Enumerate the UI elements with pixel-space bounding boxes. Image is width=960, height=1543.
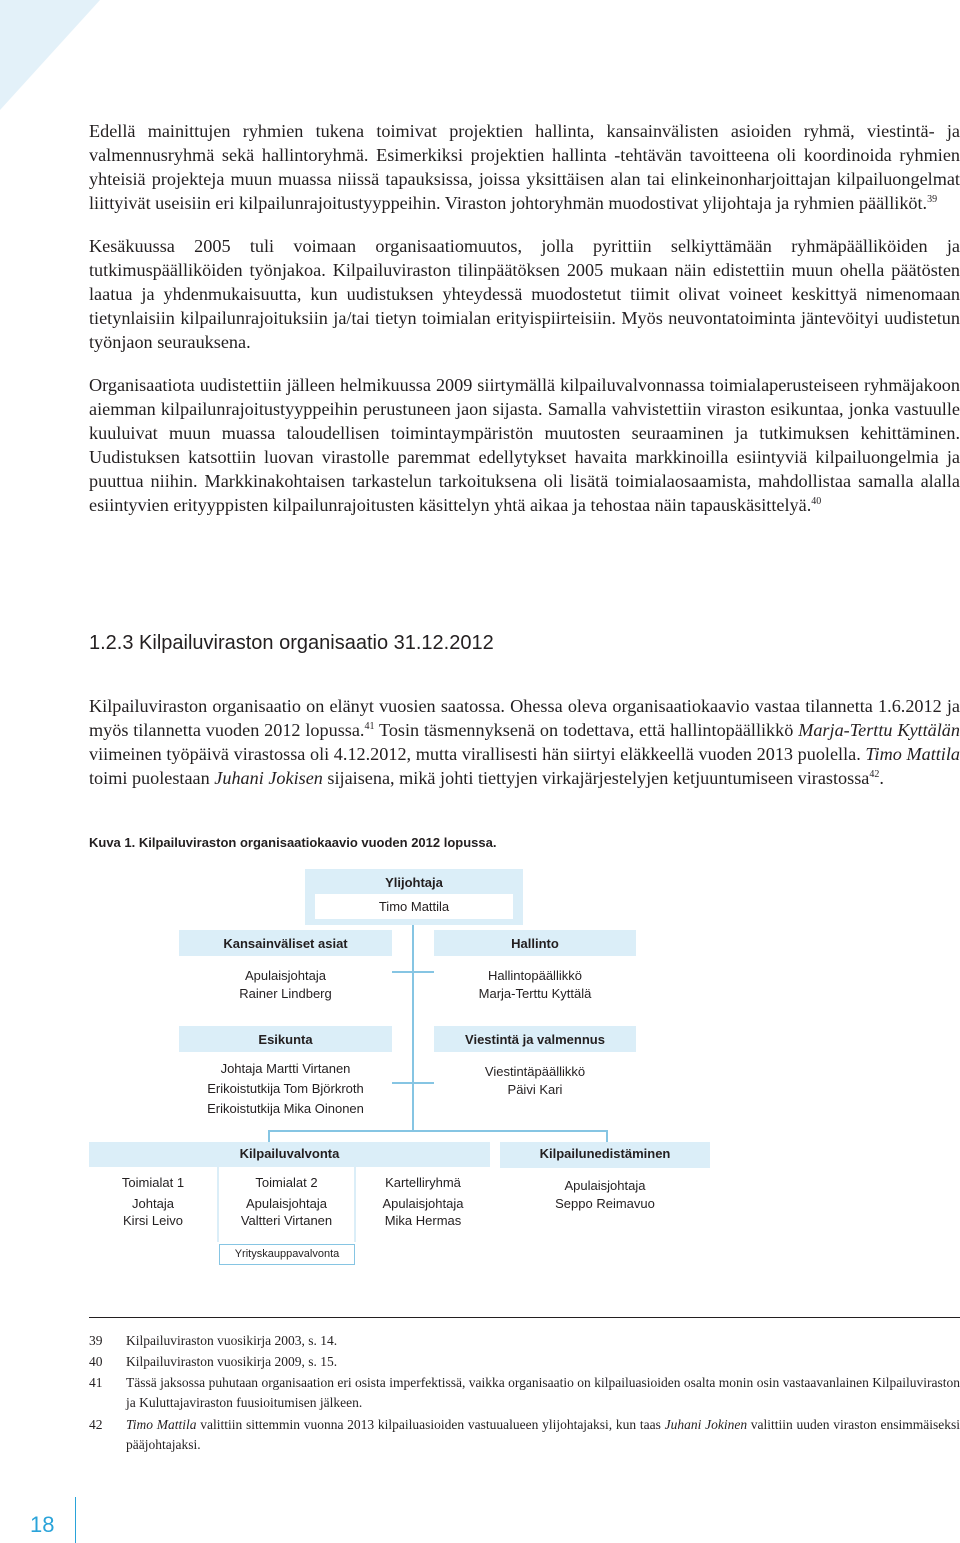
org-title: Esikunta [258, 1032, 313, 1047]
org-line: Valtteri Virtanen [240, 1213, 333, 1228]
footnote-rule [89, 1317, 960, 1318]
org-title: Kilpailunedistäminen [539, 1146, 671, 1161]
org-unit-cartel [356, 1167, 490, 1242]
org-box-international [179, 930, 392, 1015]
section-heading: 1.2.3 Kilpailuviraston organisaatio 31.12.2012 [89, 632, 494, 654]
org-line: Mika Hermas [384, 1213, 462, 1228]
figure-caption: Kuva 1. Kilpailuviraston organisaatiokaavio vuoden 2012 lopussa. [89, 835, 497, 850]
org-title: Kilpailuvalvonta [239, 1146, 340, 1161]
connector [392, 1082, 434, 1084]
org-line: Kirsi Leivo [123, 1213, 183, 1228]
connector [606, 1130, 608, 1142]
footnote-40: 40 Kilpailuviraston vuosikirja 2009, s. 15. [89, 1354, 338, 1369]
org-line: Päivi Kari [507, 1082, 563, 1097]
org-title: Kartelliryhmä [385, 1175, 461, 1190]
org-line: Apulaisjohtaja [564, 1178, 646, 1193]
org-line: Marja-Terttu Kyttälä [478, 986, 592, 1001]
org-box-staff [179, 1026, 392, 1124]
footnote-41: 41 Tässä jaksossa puhutaan organisaation eri osista imperfektissä, vaikka organisaatio on kilpailuasioiden osalta monin osin vastaavanlainen Kilpailuviraston ja Kuluttajaviraston fuusioitumisen jälkeen. [89, 1375, 960, 1410]
paragraph-3: Organisaatiota uudistettiin jälleen helmikuussa 2009 siirtymällä kilpailuvalvonnassa toimialaperusteiseen ryhmäjakoon aiemman kilpailunrajoitustyyppeihin perustuneen jaon sijasta. Samalla vahvistettiin viraston esikuntaa, jonka vastuulle kuuluivat muun muassa taloudellisen toimintaympäristön muutosten seuraaminen ja tutkimuksen kehittäminen. Uudistuksen katsottiin luovan virastolle paremmat edellytykset havaita markkinoilla esiintyviä kilpailuongelmia ja puuttua niihin. Markkinakohtaisen tarkastelun tarkoituksena oli lisätä toimialaosaamista, mahdollistaa samalla alalla esiintyvien erityyppisten kilpailunrajoitusten käsittelyn yhtä aikaa ja tehostaa näin tapauskäsittelyä.$^{40}$ [89, 375, 960, 515]
org-title: Toimialat 2 [255, 1175, 318, 1190]
connector [268, 1130, 608, 1132]
org-line: Apulaisjohtaja [382, 1196, 464, 1211]
org-unit-sector-1 [89, 1167, 217, 1242]
paragraph-2: Kesäkuussa 2005 tuli voimaan organisaatiomuutos, jolla pyrittiin selkiyttämään ryhmäpäälliköiden ja tutkimuspäälliköiden työnjakoa. Kilpailuviraston tilinpäätöksen 2005 mukaan näin edistettiin muun ohella päätösten laatua ja yhdenmukaisuutta, kun uudistuksen yhteydessä muodostetut tiimit olivat voineet keskittyä nimenomaan tietynlaisiin kilpailunrajoituksiin ja/tai tietyn toimialan erityispiirteisiin. Myös neuvontatoiminta jäntevöityi uudistetun työnjaon seurauksena. [89, 236, 960, 352]
org-title: Ylijohtaja [385, 875, 443, 890]
corner-decoration [0, 0, 110, 120]
connector [412, 925, 414, 1130]
org-line: Erikoistutkija Mika Oinonen [207, 1101, 364, 1116]
paragraph-1: Edellä mainittujen ryhmien tukena toimivat projektien hallinta, kansainvälisten asioiden ryhmä, viestintä- ja valmennusryhmä sekä hallintoryhmä. Esimerkiksi projektien hallinta -tehtävän tavoitteena oli koordinoida ryhmien yhteisiä projekteja muun muassa niissä tapauksissa, joissa yksittäisen alan tai elinkeinonharjoittajan kilpailuongelmat liittyivät useisiin eri kilpailunrajoitustyyppeihin. Viraston johtoryhmän muodostivat ylijohtaja ja ryhmien päälliköt.$^{39}$ [89, 121, 960, 213]
connector [392, 971, 434, 973]
org-line: Johtaja [132, 1196, 174, 1211]
paragraph-4: Kilpailuviraston organisaatio on elänyt vuosien saatossa. Ohessa oleva organisaatiokaavio vastaa tilannetta 1.6.2012 ja myös tilannetta vuoden 2012 lopussa.$^{41}$ Tosin täsmennyksenä on todettava, että hallintopäällikkö Marja-Terttu Kyttälän viimeinen työpäivä virastossa oli 4.12.2012, mutta virallisesti hän siirtyi eläkkeellä vuoden 2013 puolella. Timo Mattila toimi puolestaan Juhani Jokisen sijaisena, mikä johti tiettyjen virkajärjestelyjen ketjuuntumiseen virastossa$^{42}$. [89, 696, 960, 788]
connector [268, 1130, 270, 1142]
org-box-director-general [305, 869, 523, 925]
org-box-communications [434, 1026, 636, 1113]
org-line: Hallintopäällikkö [488, 968, 582, 983]
org-line: Apulaisjohtaja [246, 1196, 327, 1211]
org-title: Hallinto [511, 936, 559, 951]
merger-control-tag: Yrityskauppavalvonta [219, 1244, 355, 1265]
org-line: Johtaja Martti Virtanen [220, 1061, 351, 1076]
footnote-39: 39 Kilpailuviraston vuosikirja 2003, s. 14. [89, 1333, 338, 1348]
org-line: Seppo Reimavuo [555, 1196, 655, 1211]
org-box-promotion [500, 1142, 710, 1226]
org-person: Timo Mattila [378, 899, 450, 914]
org-title: Viestintä ja valmennus [465, 1032, 605, 1047]
footnote-42: 42 Timo Mattila valittiin sittemmin vuonna 2013 kilpailuasioiden vastuualueen ylijohtajaksi, kun taas Juhani Jokinen valittiin uuden viraston ensimmäiseksi pääjohtajaksi. [89, 1417, 960, 1452]
org-line: Rainer Lindberg [239, 986, 332, 1001]
org-line: Viestintäpäällikkö [484, 1064, 586, 1079]
page-number-divider [75, 1497, 76, 1543]
org-title: Kansainväliset asiat [223, 936, 348, 951]
org-unit-sector-2 [219, 1167, 354, 1242]
org-title: Toimialat 1 [121, 1175, 185, 1190]
body-text [89, 119, 960, 536]
org-box-administration [434, 930, 636, 1015]
org-line: Apulaisjohtaja [245, 968, 326, 983]
org-line: Erikoistutkija Tom Björkroth [207, 1081, 364, 1096]
page-number: 18 [30, 1512, 55, 1537]
